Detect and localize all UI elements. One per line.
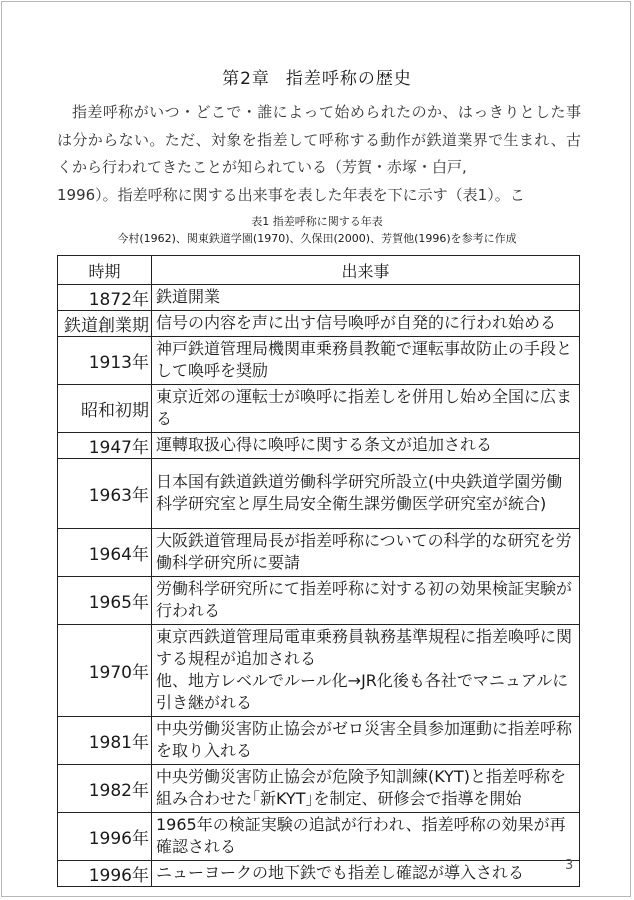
table-caption-title: 表1 指差呼称に関する年表	[251, 215, 383, 228]
period-cell: 1970年	[58, 625, 152, 717]
event-cell: 信号の内容を声に出す信号喚呼が自発的に行われ始める	[152, 311, 580, 337]
body-paragraph: 指差呼称がいつ・どこで・誰によって始められたのか、はっきりとした事は分からない。ただ、対象を指差して呼称する動作が鉄道業界で生まれ、古くから行われてきたことが知られている（芳賀・赤塚・白戸, 1996）。指差呼称に関する出来事を表した年表を下に示す（表1）。こ	[57, 103, 581, 204]
event-cell: 1965年の検証実験の追試が行われ、指差呼称の効果が再確認される	[152, 813, 580, 861]
table-row	[58, 717, 580, 765]
period-cell: 1872年	[58, 285, 152, 311]
event-cell: 労働科学研究所にて指差呼称に対する初の効果検証実験が行われる	[152, 577, 580, 625]
period-cell: 1964年	[58, 529, 152, 577]
table-row	[58, 765, 580, 813]
table-row	[58, 385, 580, 433]
period-cell: 鉄道創業期	[58, 311, 152, 337]
table-row	[58, 459, 580, 529]
period-cell: 1996年	[58, 813, 152, 861]
page-number: 3	[565, 858, 574, 873]
period-cell: 1982年	[58, 765, 152, 813]
table-row	[58, 625, 580, 717]
event-cell: 中央労働災害防止協会がゼロ災害全員参加運動に指差呼称を取り入れる	[152, 717, 580, 765]
chapter-title	[0, 64, 634, 89]
table-row	[58, 311, 580, 337]
period-cell: 昭和初期	[58, 385, 152, 433]
period-cell: 1996年	[58, 861, 152, 887]
table-row	[58, 433, 580, 459]
event-cell: ニューヨークの地下鉄でも指差し確認が導入される	[152, 861, 580, 887]
table-caption-sources: 今村(1962)、関東鉄道学園(1970)、久保田(2000)、芳賀他(1996)を参考に作成	[117, 232, 517, 245]
event-cell: 東京西鉄道管理局電車乗務員執務基準規程に指差喚呼に関する規程が追加される 他、地方レベルでルール化→JR化後も各社でマニュアルに引き継がれる	[152, 625, 580, 717]
history-table	[57, 255, 580, 887]
header-period: 時期	[58, 256, 152, 285]
period-cell: 1981年	[58, 717, 152, 765]
table-row	[58, 861, 580, 887]
event-cell: 鉄道開業	[152, 285, 580, 311]
table-row	[58, 577, 580, 625]
period-cell: 1947年	[58, 433, 152, 459]
header-event: 出来事	[152, 256, 580, 285]
event-cell: 大阪鉄道管理局長が指差呼称についての科学的な研究を労働科学研究所に要請	[152, 529, 580, 577]
event-cell: 中央労働災害防止協会が危険予知訓練(KYT)と指差呼称を組み合わせた｢新KYT｣を制定、研修会で指導を開始	[152, 765, 580, 813]
table-row	[58, 337, 580, 385]
period-cell: 1965年	[58, 577, 152, 625]
table-row	[58, 813, 580, 861]
table-row	[58, 529, 580, 577]
table-row	[58, 285, 580, 311]
period-cell: 1913年	[58, 337, 152, 385]
event-cell: 日本国有鉄道鉄道労働科学研究所設立(中央鉄道学園労働科学研究室と厚生局安全衛生課労働医学研究室が統合)	[152, 459, 580, 529]
event-cell: 神戸鉄道管理局機関車乗務員教範で運転事故防止の手段として喚呼を奨励	[152, 337, 580, 385]
chapter-number: 第2章	[222, 69, 270, 89]
period-cell: 1963年	[58, 459, 152, 529]
table-caption	[0, 213, 634, 247]
chapter-name: 指差呼称の歴史	[285, 69, 412, 89]
event-cell: 運轉取扱心得に喚呼に関する条文が追加される	[152, 433, 580, 459]
table-header-row	[58, 256, 580, 285]
event-cell: 東京近郊の運転士が喚呼に指差しを併用し始め全国に広まる	[152, 385, 580, 433]
